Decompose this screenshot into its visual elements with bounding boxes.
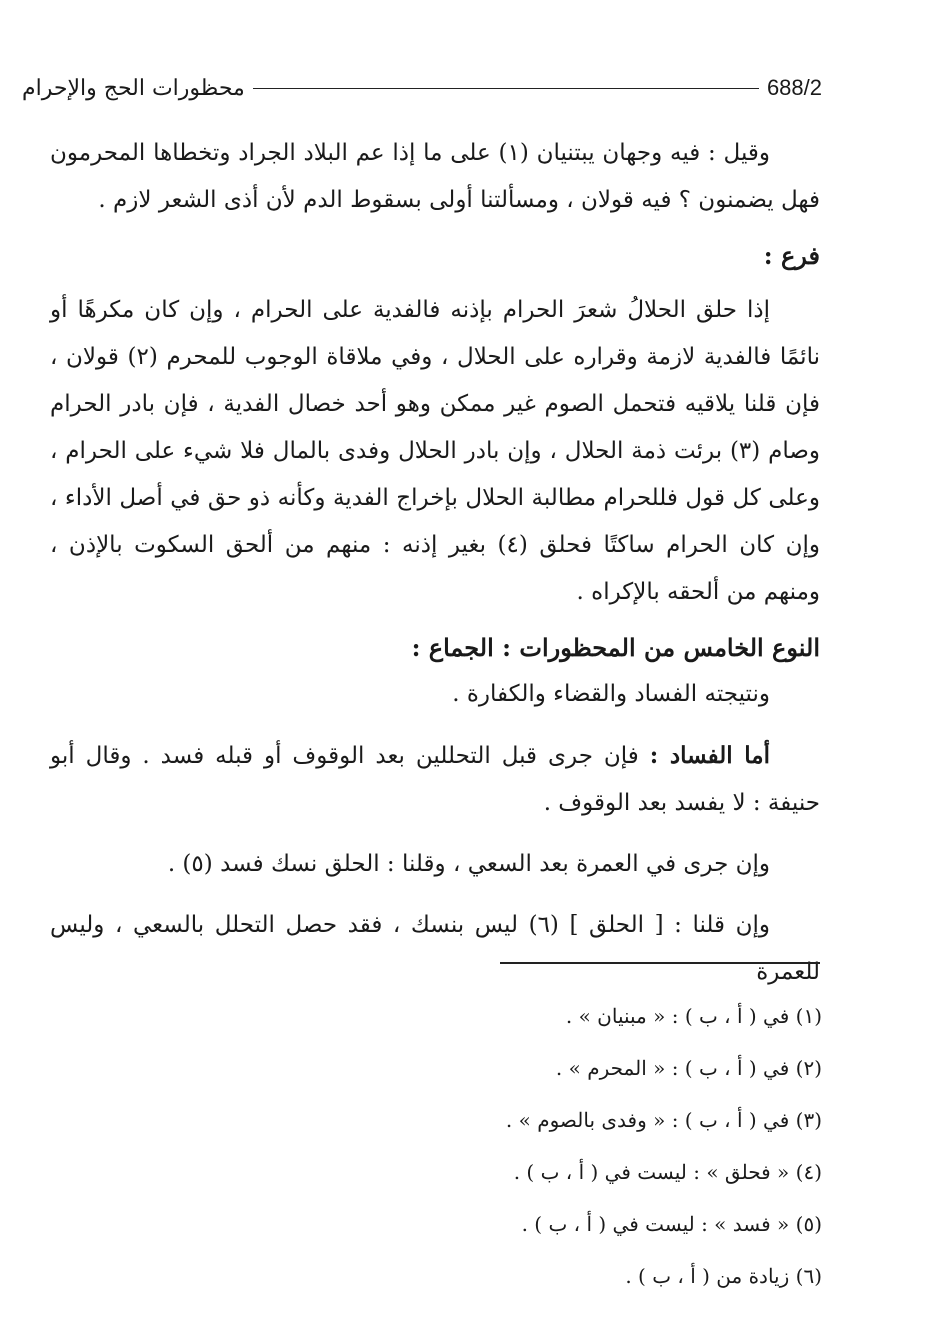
- footnote-separator: [500, 962, 820, 964]
- main-text: [50, 130, 820, 996]
- header-rule: [253, 88, 759, 89]
- running-title: محظورات الحج والإحرام: [22, 75, 245, 101]
- footnote-4: (٤) « فحلق » : ليست في ( أ ، ب ) .: [513, 1160, 822, 1184]
- footnote-5: (٥) « فسد » : ليست في ( أ ، ب ) .: [521, 1212, 822, 1236]
- footnote-6: (٦) زيادة من ( أ ، ب ) .: [625, 1264, 822, 1288]
- page-number: 688/2: [766, 75, 822, 100]
- paragraph-4-text: فإن جرى قبل التحللين بعد الوقوف أو قبله فسد . وقال أبو حنيفة : لا يفسد بعد الوقوف .: [50, 743, 820, 816]
- branch-heading: فرع :: [763, 241, 820, 270]
- paragraph-2: إذا حلق الحلالُ شعرَ الحرام بإذنه فالفدية على الحرام ، وإن كان مكرهًا أو نائمًا فالفدية لازمة وقراره على الحلال ، وفي ملاقاة الوجوب للمحرم (٢) قولان ، فإن قلنا يلاقيه فتحمل الصوم غير ممكن وهو أحد خصال الفدية ، فإن بادر الحرام وصام (٣) برئت ذمة الحلال ، وإن بادر الحلال وفدى بالمال فلا شيء على الحرام ، وعلى كل قول فللحرام مطالبة الحلال بإخراج الفدية وكأنه ذو حق في أصل الأداء ، وإن كان الحرام ساكتًا فحلق (٤) بغير إذنه : منهم من ألحق السكوت بالإذن ، ومنهم من ألحقه بالإكراه .: [50, 297, 820, 605]
- section-heading: النوع الخامس من المحظورات : الجماع :: [411, 633, 820, 662]
- footnote-3: (٣) في ( أ ، ب ) : « وفدى بالصوم » .: [505, 1108, 822, 1132]
- paragraph-4: [50, 732, 820, 827]
- footnotes: [300, 990, 822, 1302]
- paragraph-1: وقيل : فيه وجهان يبتنيان (١) على ما إذا عم البلاد الجراد وتخطاها المحرمون فهل يضمنون ؟ فيه قولان ، ومسألتنا أولى بسقوط الدم لأن أذى الشعر لازم .: [50, 140, 820, 213]
- running-header: [22, 70, 822, 106]
- paragraph-5: وإن جرى في العمرة بعد السعي ، وقلنا : الحلق نسك فسد (٥) .: [167, 851, 770, 877]
- paragraph-4-lead: أما الفساد :: [649, 742, 770, 769]
- paragraph-6: وإن قلنا : [ الحلق ] (٦) ليس بنسك ، فقد حصل التحلل بالسعي ، وليس للعمرة: [50, 912, 820, 985]
- paragraph-3: ونتيجته الفساد والقضاء والكفارة .: [452, 681, 770, 707]
- footnote-2: (٢) في ( أ ، ب ) : « المحرم » .: [555, 1056, 822, 1080]
- footnote-1: (١) في ( أ ، ب ) : « مبنيان » .: [565, 1004, 822, 1028]
